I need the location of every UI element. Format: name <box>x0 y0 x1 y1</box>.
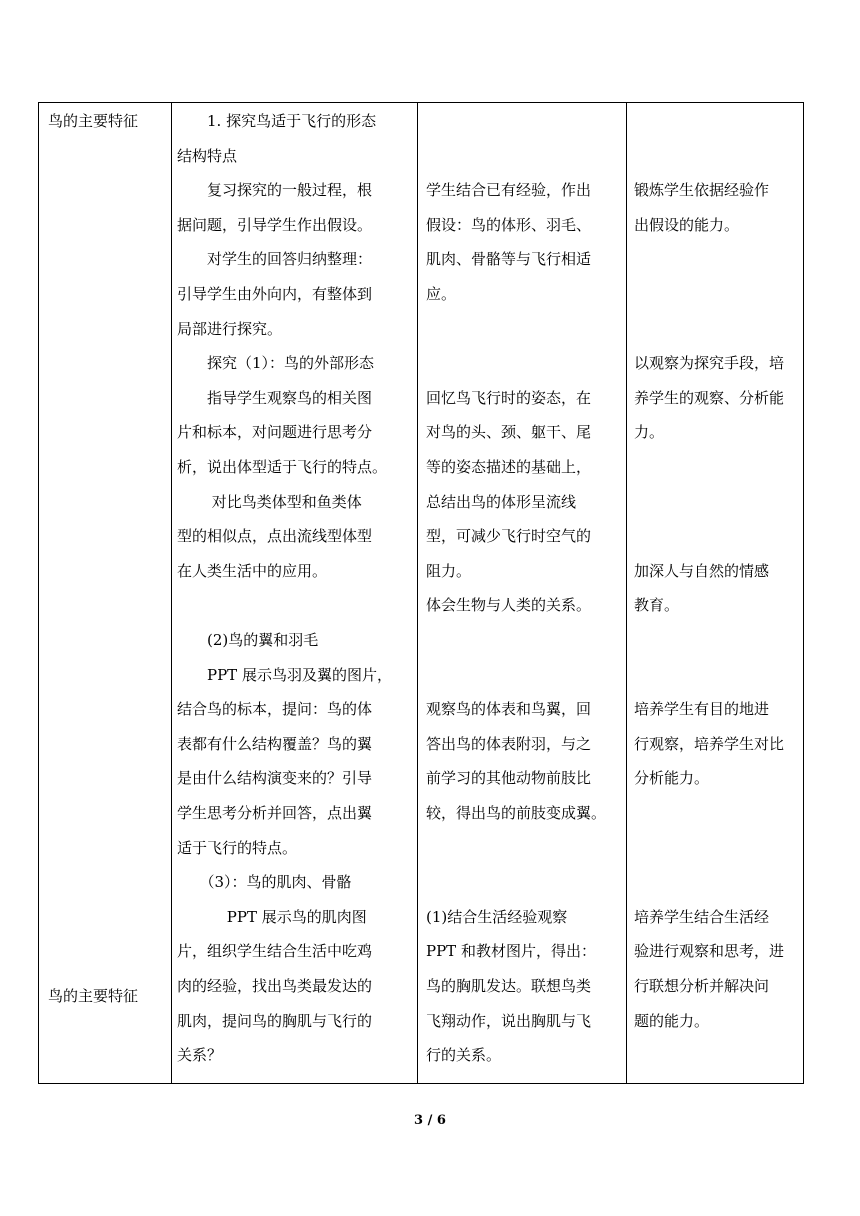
col3-line: 学生结合已有经验，作出 <box>426 181 592 200</box>
design-intent-cell <box>627 103 803 1083</box>
col4-line: 题的能力。 <box>634 1011 710 1030</box>
section-label-bottom: 鸟的主要特征 <box>48 987 139 1005</box>
col3-line: 前学习的其他动物前肢比 <box>426 769 592 788</box>
col2-line: 1. 探究鸟适于飞行的形态 <box>177 112 377 130</box>
col3-line: 行的关系。 <box>426 1046 502 1065</box>
teacher-activity-cell <box>172 103 417 1083</box>
col4-line: 养学生的观察、分析能 <box>634 388 785 407</box>
col2-line: (2)鸟的翼和羽毛 <box>177 631 319 649</box>
col3-line: 体会生物与人类的关系。 <box>426 596 592 615</box>
section-label-top: 鸟的主要特征 <box>48 112 139 130</box>
col3-line: 答出鸟的体表附羽，与之 <box>426 734 592 753</box>
col4-line: 以观察为探究手段，培 <box>634 354 785 373</box>
col2-line: 肉的经验，找出鸟类最发达的 <box>177 977 373 995</box>
col2-line: 结合鸟的标本，提问：鸟的体 <box>177 700 373 719</box>
col3-line: PPT 和教材图片，得出： <box>426 942 596 961</box>
col4-line: 培养学生结合生活经 <box>634 907 770 926</box>
col2-line: 在人类生活中的应用。 <box>177 561 328 580</box>
col2-line: 表都有什么结构覆盖？鸟的翼 <box>177 734 373 753</box>
col3-line: 回忆鸟飞行时的姿态，在 <box>426 388 592 407</box>
col2-line: 结构特点 <box>177 146 238 165</box>
col2-line: 复习探究的一般过程，根 <box>177 181 373 200</box>
col3-line: 假设：鸟的体形、羽毛、 <box>426 215 592 234</box>
col2-line: 对比鸟类体型和鱼类体 <box>177 492 362 511</box>
table-row <box>39 103 804 1084</box>
design-intent-column <box>627 103 804 1084</box>
col2-line: 对学生的回答归纳整理： <box>177 250 373 269</box>
col2-line: 是由什么结构演变来的？引导 <box>177 769 373 788</box>
col4-line: 加深人与自然的情感 <box>634 561 770 580</box>
page-number: 3 / 6 <box>414 1113 446 1128</box>
col3-line: 肌肉、骨骼等与飞行相适 <box>426 250 592 269</box>
teacher-activity-column <box>172 103 418 1084</box>
col2-line: 学生思考分析并回答，点出翼 <box>177 804 373 822</box>
student-activity-column <box>418 103 627 1084</box>
col2-line: 引导学生由外向内，有整体到 <box>177 285 373 303</box>
col3-line: 较，得出鸟的前肢变成翼。 <box>426 804 607 822</box>
col2-line: 关系？ <box>177 1046 223 1065</box>
col2-line: PPT 展示鸟的肌肉图 <box>177 907 367 926</box>
col4-line: 教育。 <box>634 596 680 615</box>
col2-line: （3）：鸟的肌肉、骨骼 <box>177 873 352 892</box>
col4-line: 锻炼学生依据经验作 <box>634 181 770 200</box>
col4-line: 培养学生有目的地进 <box>634 700 770 719</box>
col2-line: 据问题，引导学生作出假设。 <box>177 215 373 234</box>
col3-line: 鸟的胸肌发达。联想鸟类 <box>426 977 592 995</box>
col2-line: 指导学生观察鸟的相关图 <box>177 388 373 407</box>
col4-line: 验进行观察和思考，进 <box>634 942 785 961</box>
col2-line: 析，说出体型适于飞行的特点。 <box>177 458 388 476</box>
student-activity-cell <box>418 103 626 1083</box>
col4-line: 行观察，培养学生对比 <box>634 734 785 753</box>
col3-line: 等的姿态描述的基础上， <box>426 458 592 476</box>
col4-line: 出假设的能力。 <box>634 215 740 234</box>
col2-line: 局部进行探究。 <box>177 319 283 338</box>
col3-line: 飞翔动作，说出胸肌与飞 <box>426 1011 592 1030</box>
col4-line: 分析能力。 <box>634 769 710 788</box>
col2-line: PPT 展示鸟羽及翼的图片， <box>177 665 392 684</box>
col3-line: 观察鸟的体表和鸟翼，回 <box>426 700 592 719</box>
col2-line: 片和标本，对问题进行思考分 <box>177 423 373 442</box>
col3-line: 应。 <box>426 285 457 303</box>
col4-line: 力。 <box>634 423 665 442</box>
section-column <box>39 103 172 1084</box>
col3-line: 对鸟的头、颈、躯干、尾 <box>426 423 592 442</box>
col2-line: 型的相似点，点出流线型体型 <box>177 527 373 546</box>
lesson-plan-table <box>38 102 804 1084</box>
col3-line: (1)结合生活经验观察 <box>426 907 568 926</box>
col3-line: 型，可减少飞行时空气的 <box>426 527 592 546</box>
col2-line: 探究（1）：鸟的外部形态 <box>177 354 375 373</box>
col3-line: 总结出鸟的体形呈流线 <box>426 492 577 511</box>
col4-line: 行联想分析并解决问 <box>634 977 770 995</box>
col2-line: 肌肉，提问鸟的胸肌与飞行的 <box>177 1011 373 1030</box>
col2-line: 适于飞行的特点。 <box>177 838 298 857</box>
col2-line: 片，组织学生结合生活中吃鸡 <box>177 942 373 961</box>
col3-line: 阻力。 <box>426 561 472 580</box>
